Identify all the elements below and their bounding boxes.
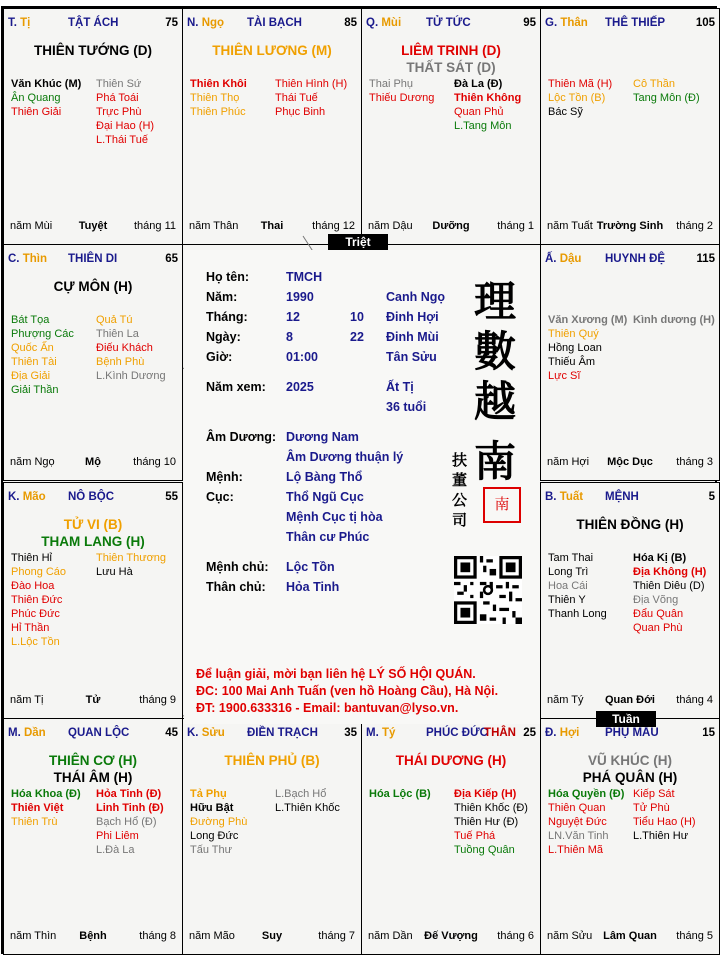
minor-star: Điếu Khách bbox=[96, 342, 153, 354]
palace-can: Ấ. bbox=[545, 253, 557, 265]
minor-star: Phục Binh bbox=[275, 106, 326, 118]
minor-star: Thiếu Dương bbox=[369, 92, 435, 104]
palace-month: tháng 8 bbox=[139, 930, 176, 942]
minor-star: Phúc Đức bbox=[11, 608, 60, 620]
palace-number: 25 bbox=[523, 727, 536, 739]
minor-star: Quả Tú bbox=[96, 314, 133, 326]
palace-name: PHỤ MẪU bbox=[605, 727, 659, 739]
minor-star: Thiên Hư (Đ) bbox=[454, 816, 519, 828]
label-ho-ten: Họ tên: bbox=[206, 270, 250, 284]
palace-name: THIÊN DI bbox=[68, 253, 118, 265]
value-ho-ten: TMCH bbox=[286, 270, 323, 284]
value-cuc-3: Thân cư Phúc bbox=[286, 530, 370, 544]
minor-star: Tả Phụ bbox=[190, 788, 227, 800]
value-ngay-can-chi: Đinh Mùi bbox=[386, 330, 439, 344]
value-nam: 1990 bbox=[286, 290, 314, 304]
minor-star: Thiên Thọ bbox=[190, 92, 240, 104]
main-star: THIÊN LƯƠNG (M) bbox=[212, 43, 332, 58]
value-nam-xem-can-chi: Ất Tị bbox=[386, 380, 414, 394]
value-gio: 01:00 bbox=[286, 350, 318, 364]
calligraphy-char: 南 bbox=[474, 437, 517, 486]
palace-truong-sinh: Đế Vượng bbox=[424, 930, 478, 942]
minor-star: Thiên Trù bbox=[11, 816, 58, 828]
palace-name: TẬT ÁCH bbox=[68, 17, 119, 29]
palace-can: N. bbox=[187, 17, 199, 29]
minor-star: Phượng Các bbox=[11, 328, 74, 340]
palace-number: 75 bbox=[165, 17, 178, 29]
main-star: TỬ VI (B) bbox=[63, 517, 123, 532]
palace-year: năm Dần bbox=[368, 930, 413, 942]
minor-star: Quan Phù bbox=[633, 622, 683, 634]
minor-star: Thiên Y bbox=[548, 594, 586, 606]
minor-star: Tử Phù bbox=[633, 802, 670, 814]
minor-star: Hữu Bật bbox=[190, 802, 234, 814]
minor-star: Tiểu Hao (H) bbox=[633, 816, 696, 828]
palace-truong-sinh: Mộc Dục bbox=[607, 456, 653, 468]
minor-star: Đường Phù bbox=[190, 816, 248, 828]
palace-can: K. bbox=[8, 491, 20, 503]
value-thang-can-chi: Đinh Hợi bbox=[386, 310, 439, 324]
qr-code[interactable] bbox=[454, 556, 522, 624]
minor-star: Tang Môn (Đ) bbox=[633, 92, 700, 104]
palace-year: năm Thân bbox=[189, 220, 239, 232]
minor-star: Quốc Ấn bbox=[11, 342, 54, 354]
palace-month: tháng 5 bbox=[676, 930, 713, 942]
palace-can: K. bbox=[187, 727, 199, 739]
value-cuc-2: Mệnh Cục tị hòa bbox=[286, 510, 383, 524]
palace-can: T. bbox=[8, 17, 17, 29]
palace-chi: Dậu bbox=[559, 253, 582, 265]
minor-star: Hóa Kị (B) bbox=[633, 552, 687, 564]
minor-star: Cô Thần bbox=[633, 78, 675, 90]
label-ngay: Ngày: bbox=[206, 330, 241, 344]
label-nam-xem: Năm xem: bbox=[206, 380, 266, 394]
palace-can: M. bbox=[8, 727, 21, 739]
palace-number: 95 bbox=[523, 17, 536, 29]
palace-truong-sinh: Tuyệt bbox=[78, 220, 108, 232]
calligraphy-char: 理 bbox=[474, 277, 517, 326]
palace-truong-sinh: Bệnh bbox=[79, 930, 107, 942]
minor-star: L.Thiên Mã bbox=[548, 844, 604, 856]
palace-name: HUYNH ĐỆ bbox=[605, 253, 666, 265]
palace-can: C. bbox=[8, 253, 20, 265]
palace-number: 55 bbox=[165, 491, 178, 503]
main-star: PHÁ QUÂN (H) bbox=[582, 770, 678, 785]
palace-number: 45 bbox=[165, 727, 178, 739]
minor-star: L.Thái Tuế bbox=[96, 134, 148, 146]
palace-number: 65 bbox=[165, 253, 178, 265]
palace-chi: Mão bbox=[22, 491, 46, 503]
minor-star: Nguyệt Đức bbox=[548, 816, 607, 828]
minor-star: Bệnh Phù bbox=[96, 356, 145, 368]
minor-star: Văn Xương (M) bbox=[548, 314, 628, 326]
label-cuc: Cục: bbox=[206, 490, 234, 504]
palace-name: MỆNH bbox=[605, 491, 639, 503]
minor-star: Lộc Tồn (B) bbox=[548, 92, 606, 104]
main-star: THẤT SÁT (D) bbox=[406, 60, 496, 75]
minor-star: Thái Tuế bbox=[275, 92, 318, 104]
minor-star: Hồng Loan bbox=[548, 342, 602, 354]
minor-star: LN.Văn Tinh bbox=[548, 830, 609, 842]
palace-chi: Sửu bbox=[201, 727, 225, 739]
calligraphy-small: 扶 bbox=[452, 451, 468, 469]
main-star: VŨ KHÚC (H) bbox=[588, 753, 672, 768]
palace-chi: Mùi bbox=[381, 17, 402, 29]
minor-star: Thiên Hỉ bbox=[11, 552, 52, 564]
palace-chi: Tị bbox=[20, 17, 31, 29]
minor-star: Đại Hao (H) bbox=[96, 120, 155, 132]
minor-star: Thiên Hình (H) bbox=[275, 78, 348, 90]
label-nam: Năm: bbox=[206, 290, 238, 304]
minor-star: Thiên Thương bbox=[96, 552, 167, 564]
value-am-duong-2: Âm Dương thuận lý bbox=[286, 450, 404, 464]
palace-truong-sinh: Thai bbox=[260, 220, 284, 232]
minor-star: Bác Sỹ bbox=[548, 106, 583, 118]
value-gio-can-chi: Tân Sửu bbox=[386, 350, 437, 364]
main-star: THAM LANG (H) bbox=[41, 534, 145, 549]
minor-star: Thiên Khốc (Đ) bbox=[454, 802, 528, 814]
palace-name: TÀI BẠCH bbox=[247, 17, 302, 29]
minor-star: L.Đà La bbox=[96, 844, 135, 856]
tuan-marker: Tuần bbox=[596, 711, 656, 727]
palace-truong-sinh: Suy bbox=[261, 930, 283, 942]
palace-chi: Thân bbox=[560, 17, 588, 29]
main-star: THIÊN PHỦ (B) bbox=[224, 753, 320, 768]
value-am-duong: Dương Nam bbox=[286, 430, 359, 444]
palace-month: tháng 4 bbox=[676, 694, 713, 706]
palace-month: tháng 6 bbox=[497, 930, 534, 942]
minor-star: Thai Phụ bbox=[369, 78, 414, 90]
minor-star: Thiên Quý bbox=[548, 328, 599, 340]
palace-number: 35 bbox=[344, 727, 357, 739]
contact-line-1: Để luận giải, mời bạn liên hệ LÝ SỐ HỘI QUÁN. bbox=[196, 667, 476, 681]
minor-star: Địa Giải bbox=[11, 370, 51, 382]
palace-name: NÔ BỘC bbox=[68, 491, 114, 503]
palace-chi: Tuất bbox=[559, 491, 584, 503]
minor-star: Phi Liêm bbox=[96, 830, 139, 842]
minor-star: Địa Kiếp (H) bbox=[454, 788, 517, 800]
minor-star: Tuế Phá bbox=[454, 830, 496, 842]
main-star: THIÊN ĐỒNG (H) bbox=[576, 517, 684, 532]
palace-year: năm Tuất bbox=[547, 220, 593, 232]
minor-star: Thiên Sứ bbox=[96, 78, 142, 90]
label-thang: Tháng: bbox=[206, 310, 248, 324]
palace-truong-sinh: Mộ bbox=[85, 456, 101, 468]
palace-truong-sinh: Lâm Quan bbox=[603, 930, 657, 942]
value-nam-xem: 2025 bbox=[286, 380, 314, 394]
minor-star: L.Lộc Tồn bbox=[11, 636, 60, 648]
value-tuoi: 36 tuổi bbox=[386, 400, 427, 414]
minor-star: Hỉ Thần bbox=[11, 622, 50, 634]
minor-star: Kình dương (H) bbox=[633, 314, 715, 326]
palace-number: 85 bbox=[344, 17, 357, 29]
palace-number: 15 bbox=[702, 727, 715, 739]
main-star: THÁI ÂM (H) bbox=[53, 770, 133, 785]
horoscope-chart bbox=[1, 6, 717, 954]
palace-can: Q. bbox=[366, 17, 379, 29]
palace-chi: Hợi bbox=[559, 727, 580, 739]
label-gio: Giờ: bbox=[206, 350, 233, 364]
minor-star: L.Thiên Khốc bbox=[275, 802, 340, 814]
palace-name: ĐIỀN TRẠCH bbox=[247, 727, 318, 739]
palace-chi: Tý bbox=[381, 727, 396, 739]
minor-star: Địa Không (H) bbox=[633, 566, 707, 578]
minor-star: Bạch Hổ (Đ) bbox=[96, 816, 157, 828]
minor-star: Trực Phù bbox=[96, 106, 142, 118]
palace-can: Đ. bbox=[545, 727, 557, 739]
value-cuc: Thổ Ngũ Cục bbox=[286, 490, 364, 504]
minor-star: Ân Quang bbox=[11, 92, 61, 104]
main-star: CỰ MÔN (H) bbox=[53, 279, 133, 294]
value-menh: Lộ Bàng Thổ bbox=[286, 470, 363, 484]
red-seal-stamp: 南 bbox=[483, 487, 521, 523]
palace-month: tháng 3 bbox=[676, 456, 713, 468]
palace-than-badge: THÂN bbox=[484, 727, 516, 739]
value-menh-chu: Lộc Tồn bbox=[286, 560, 335, 574]
minor-star: Thiên Phúc bbox=[190, 106, 246, 118]
minor-star: Đẩu Quân bbox=[633, 608, 684, 620]
palace-chi: Ngọ bbox=[201, 17, 225, 29]
center-info-panel bbox=[184, 250, 540, 724]
palace-month: tháng 7 bbox=[318, 930, 355, 942]
minor-star: L.Kình Dương bbox=[96, 370, 166, 382]
minor-star: Quan Phủ bbox=[454, 106, 504, 118]
contact-phone-email: ĐT: 1900.633316 - Email: bantuvan@lyso.vn. bbox=[196, 701, 459, 715]
minor-star: Linh Tinh (Đ) bbox=[96, 802, 164, 814]
calligraphy-small: 司 bbox=[452, 511, 468, 529]
value-than-chu: Hỏa Tinh bbox=[286, 580, 340, 594]
minor-star: Thiên Quan bbox=[548, 802, 606, 814]
minor-star: Hóa Khoa (Đ) bbox=[11, 788, 81, 800]
value-ngay-am: 22 bbox=[350, 330, 364, 344]
label-than-chu: Thân chủ: bbox=[206, 580, 266, 594]
palace-truong-sinh: Quan Đới bbox=[605, 694, 655, 706]
label-menh-chu: Mệnh chủ: bbox=[206, 560, 269, 574]
calligraphy-char: 越 bbox=[474, 377, 517, 426]
minor-star: Thiên Mã (H) bbox=[548, 78, 613, 90]
palace-chi: Dần bbox=[23, 727, 46, 739]
minor-star: Giải Thần bbox=[11, 384, 59, 396]
palace-month: tháng 1 bbox=[497, 220, 534, 232]
minor-star: Thiên Không bbox=[454, 92, 522, 104]
minor-star: Phá Toái bbox=[96, 92, 139, 104]
minor-star: Thanh Long bbox=[548, 608, 607, 620]
palace-year: năm Hợi bbox=[547, 456, 590, 468]
value-thang: 12 bbox=[286, 310, 300, 324]
calligraphy-small: 公 bbox=[452, 491, 468, 509]
minor-star: Địa Võng bbox=[633, 594, 679, 606]
palace-number: 105 bbox=[695, 17, 715, 29]
palace-year: năm Mùi bbox=[10, 220, 53, 232]
palace-year: năm Mão bbox=[189, 930, 235, 942]
palace-month: tháng 10 bbox=[133, 456, 176, 468]
main-star: THÁI DƯƠNG (H) bbox=[395, 753, 507, 768]
minor-star: Tấu Thư bbox=[190, 844, 233, 856]
minor-star: Long Đức bbox=[190, 830, 239, 842]
palace-name: QUAN LỘC bbox=[68, 727, 130, 739]
calligraphy-char: 數 bbox=[474, 327, 517, 376]
palace-truong-sinh: Trường Sinh bbox=[596, 220, 664, 232]
triet-marker: Triệt bbox=[328, 234, 388, 250]
minor-star: Lực Sĩ bbox=[548, 370, 581, 382]
calligraphy-small: 董 bbox=[452, 471, 468, 489]
minor-star: L.Thiên Hư bbox=[633, 830, 689, 842]
minor-star: Lưu Hà bbox=[96, 566, 133, 578]
minor-star: Bát Tọa bbox=[11, 314, 50, 326]
label-am-duong: Âm Dương: bbox=[206, 430, 277, 444]
palace-month: tháng 11 bbox=[133, 220, 176, 232]
palace-number: 115 bbox=[696, 253, 715, 265]
palace-can: G. bbox=[545, 17, 558, 29]
palace-year: năm Tị bbox=[10, 694, 44, 706]
palace-year: năm Tý bbox=[547, 694, 584, 706]
minor-star: Thiên Đức bbox=[11, 594, 63, 606]
minor-star: Long Trì bbox=[548, 566, 589, 578]
palace-number: 5 bbox=[708, 491, 715, 503]
minor-star: Phong Cáo bbox=[11, 566, 67, 578]
minor-star: Tam Thai bbox=[548, 552, 594, 564]
minor-star: Thiên Diêu (D) bbox=[633, 580, 705, 592]
palace-can: M. bbox=[366, 727, 379, 739]
value-thang-am: 10 bbox=[350, 310, 364, 324]
minor-star: Tuồng Quân bbox=[454, 844, 515, 856]
palace-month: tháng 12 bbox=[312, 220, 355, 232]
minor-star: Hóa Lộc (B) bbox=[369, 788, 431, 800]
palace-can: B. bbox=[545, 491, 557, 503]
minor-star: Văn Khúc (M) bbox=[11, 78, 82, 90]
palace-chi: Thìn bbox=[22, 253, 47, 265]
minor-star: Đà La (Đ) bbox=[454, 78, 503, 90]
palace-name: TỬ TỨC bbox=[426, 17, 471, 29]
main-star: LIÊM TRINH (D) bbox=[401, 43, 501, 58]
minor-star: Hoa Cái bbox=[548, 580, 588, 592]
main-star: THIÊN TƯỚNG (D) bbox=[34, 43, 152, 58]
palace-year: năm Thìn bbox=[10, 930, 57, 942]
palace-year: năm Ngọ bbox=[10, 456, 55, 468]
value-nam-can-chi: Canh Ngọ bbox=[386, 290, 446, 304]
palace-truong-sinh: Dưỡng bbox=[432, 220, 470, 232]
contact-address: ĐC: 100 Mai Anh Tuấn (ven hồ Hoàng Cầu), Hà Nội. bbox=[196, 684, 499, 698]
minor-star: Hóa Quyền (Đ) bbox=[548, 788, 625, 800]
main-star: THIÊN CƠ (H) bbox=[48, 753, 137, 768]
minor-star: Kiếp Sát bbox=[633, 788, 675, 800]
palace-year: năm Dậu bbox=[368, 220, 413, 232]
minor-star: Thiên Việt bbox=[11, 802, 64, 814]
minor-star: Thiên Tài bbox=[11, 356, 57, 368]
minor-star: L.Bạch Hổ bbox=[275, 788, 327, 800]
palace-name: THÊ THIẾP bbox=[605, 17, 666, 29]
value-ngay: 8 bbox=[286, 330, 293, 344]
minor-star: Thiên Giải bbox=[11, 106, 62, 118]
minor-star: Thiên Khôi bbox=[190, 78, 247, 90]
minor-star: Đào Hoa bbox=[11, 580, 55, 592]
palace-truong-sinh: Tử bbox=[85, 694, 101, 706]
minor-star: Hỏa Tinh (Đ) bbox=[96, 788, 162, 800]
palace-year: năm Sửu bbox=[547, 930, 593, 942]
minor-star: Thiên La bbox=[96, 328, 139, 340]
palace-month: tháng 9 bbox=[139, 694, 176, 706]
minor-star: Thiếu Âm bbox=[548, 356, 596, 368]
palace-month: tháng 2 bbox=[676, 220, 713, 232]
label-menh: Mệnh: bbox=[206, 470, 243, 484]
palace-name: PHÚC ĐỨC bbox=[426, 727, 488, 739]
minor-star: L.Tang Môn bbox=[454, 120, 512, 132]
